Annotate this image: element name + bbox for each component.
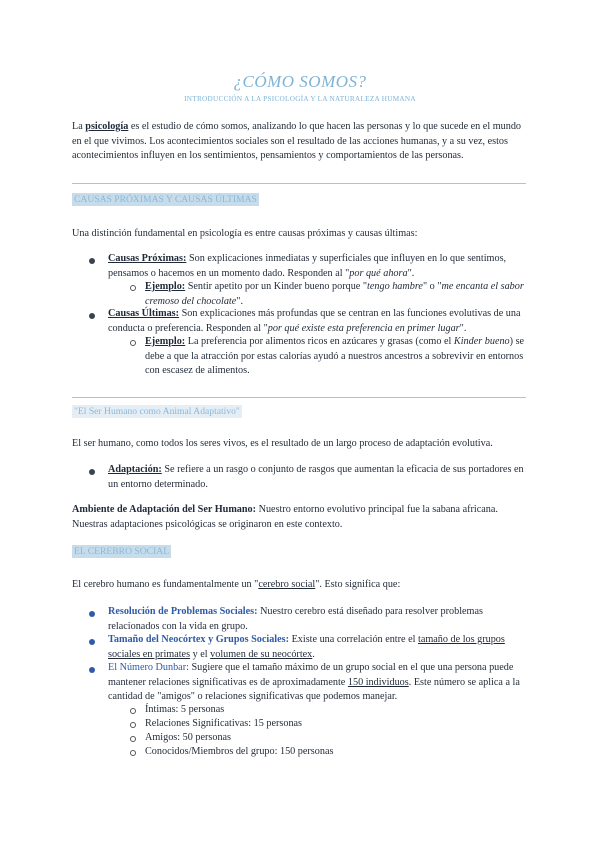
bullet-icon: [89, 639, 95, 645]
cerebro-lead-end: ". Esto significa que:: [315, 579, 401, 590]
list-item-ejemplo-proximas: [145, 280, 530, 309]
intro-post: es el estudio de cómo somos, analizando lo que hacen las personas y lo que sucede en el mundo en el que vivimos. Los acontecimientos sociales son el resultado de las acciones humanas, y a su vez, estos acontecimientos influyen en los sentimientos, pensamientos y comportamientos de las personas.: [72, 121, 522, 161]
cerebro-lead-text: El cerebro humano es fundamentalmente un ": [72, 579, 259, 590]
list-item-adaptacion: [108, 463, 528, 492]
dunbar-term: El Número Dunbar:: [108, 662, 189, 673]
ejemplo-quote: tengo hambre: [367, 281, 423, 292]
section-heading-causas: CAUSAS PRÓXIMAS Y CAUSAS ÚLTIMAS: [74, 194, 257, 205]
sub-bullet-icon: [130, 285, 136, 291]
list-item-causas-ultimas: [108, 307, 528, 336]
sub-bullet-icon: [130, 340, 136, 346]
intro-pre: La: [72, 121, 86, 132]
divider: [72, 183, 526, 184]
adaptacion-text: Se refiere a un rasgo o conjunto de rasgos que aumentan la eficacia de sus portadores en un entorno determinado.: [108, 464, 524, 490]
adaptacion-term: Adaptación:: [108, 464, 162, 475]
list-item-ejemplo-ultimas: [145, 335, 530, 379]
list-item-dunbar: [108, 661, 528, 705]
list-item-neocortex: [108, 633, 528, 662]
list-item-resolucion: [108, 605, 528, 634]
page-title: ¿CÓMO SOMOS?: [233, 72, 367, 91]
causas-proximas-term: Causas Próximas:: [108, 253, 187, 264]
bullet-icon: [89, 667, 95, 673]
divider: [72, 397, 526, 398]
ambiente-paragraph: [72, 503, 530, 532]
section1-lead: Una distinción fundamental en psicología es entre causas próximas y causas últimas:: [72, 228, 418, 239]
causas-ultimas-term: Causas Últimas:: [108, 308, 180, 319]
sublist-item: Conocidos/Miembros del grupo: 150 personas: [145, 746, 334, 757]
bullet-icon: [89, 469, 95, 475]
dunbar-text: Sugiere que el tamaño máximo de un grupo social en el que una persona puede mantener relaciones significativas es de aproximadamente: [108, 662, 514, 688]
section-heading-adaptativo: "El Ser Humano como Animal Adaptativo": [74, 406, 240, 417]
neocortex-text: .: [312, 648, 315, 660]
sub-bullet-icon: [130, 750, 136, 756]
sub-bullet-icon: [130, 708, 136, 714]
causas-proximas-text: Son explicaciones inmediatas y superficiales que influyen en lo que sentimos, pensamos o hacemos en un momento dado. Responden al ": [108, 253, 507, 279]
ejemplo-text: La preferencia por alimentos ricos en azúcares y grasas (como el: [185, 336, 454, 347]
neocortex-term: Tamaño del Neocórtex y Grupos Sociales:: [108, 634, 290, 645]
causas-ultimas-quote: por qué existe esta preferencia en primer lugar: [267, 322, 460, 334]
neocortex-text: Existe una correlación entre el: [289, 634, 418, 645]
sub-bullet-icon: [130, 722, 136, 728]
sublist-item: Relaciones Significativas: 15 personas: [145, 718, 303, 729]
causas-ultimas-end: ".: [459, 322, 467, 334]
ejemplo-text: " o ": [422, 281, 442, 292]
neocortex-text: y el: [190, 648, 211, 660]
cerebro-social-term: cerebro social: [258, 579, 316, 590]
dunbar-underline: 150 individuos: [347, 676, 409, 688]
intro-term: psicología: [85, 121, 129, 132]
ambiente-text: Nuestro entorno evolutivo principal fue la sabana africana. Nuestras adaptaciones psicológicas se originaron en este contexto.: [72, 504, 498, 530]
causas-proximas-quote: por qué ahora: [349, 267, 408, 279]
list-item-causas-proximas: [108, 252, 528, 281]
sub-bullet-icon: [130, 736, 136, 742]
section-heading-cerebro: EL CEREBRO SOCIAL: [74, 546, 170, 557]
ambiente-term: Ambiente de Adaptación del Ser Humano:: [72, 504, 257, 515]
neocortex-underline: tamaño de los grupos sociales en primates: [108, 634, 505, 660]
resolucion-term: Resolución de Problemas Sociales:: [108, 606, 258, 617]
ejemplo-quote: Kinder bueno: [453, 336, 510, 347]
ejemplo-text: Sentir apetito por un Kinder bueno porque ": [185, 281, 368, 292]
causas-proximas-end: ".: [407, 267, 415, 279]
bullet-icon: [89, 611, 95, 617]
ejemplo-quote: me encanta el sabor cremoso del chocolate: [145, 281, 524, 307]
bullet-icon: [89, 313, 95, 319]
page-subtitle: INTRODUCCIÓN A LA PSICOLOGÍA Y LA NATURALEZA HUMANA: [184, 95, 416, 103]
intro-paragraph: [72, 120, 530, 164]
ejemplo-text: ".: [236, 295, 243, 307]
ejemplo-text: ) se debe a que la atracción por estas calorías ayudó a nuestros ancestros a sobrevivir en entornos con escasez de alimentos.: [145, 336, 525, 376]
ejemplo-label: Ejemplo:: [145, 336, 186, 347]
section3-lead: [72, 578, 530, 593]
neocortex-underline: volumen de su neocórtex: [210, 648, 313, 660]
sublist-item: Íntimas: 5 personas: [145, 704, 225, 715]
resolucion-text: Nuestro cerebro está diseñado para resolver problemas relacionados con la vida en grupo.: [108, 606, 483, 632]
causas-ultimas-text: Son explicaciones más profundas que se centran en las funciones evolutivas de una conducta o preferencia. Responden al ": [108, 308, 521, 334]
sublist-item: Amigos: 50 personas: [145, 732, 232, 743]
bullet-icon: [89, 258, 95, 264]
ejemplo-label: Ejemplo:: [145, 281, 186, 292]
section2-lead: El ser humano, como todos los seres vivos, es el resultado de un largo proceso de adaptación evolutiva.: [72, 438, 493, 449]
dunbar-text: . Este número se aplica a la cantidad de "amigos" o relaciones significativas que podemos manejar.: [108, 676, 520, 702]
